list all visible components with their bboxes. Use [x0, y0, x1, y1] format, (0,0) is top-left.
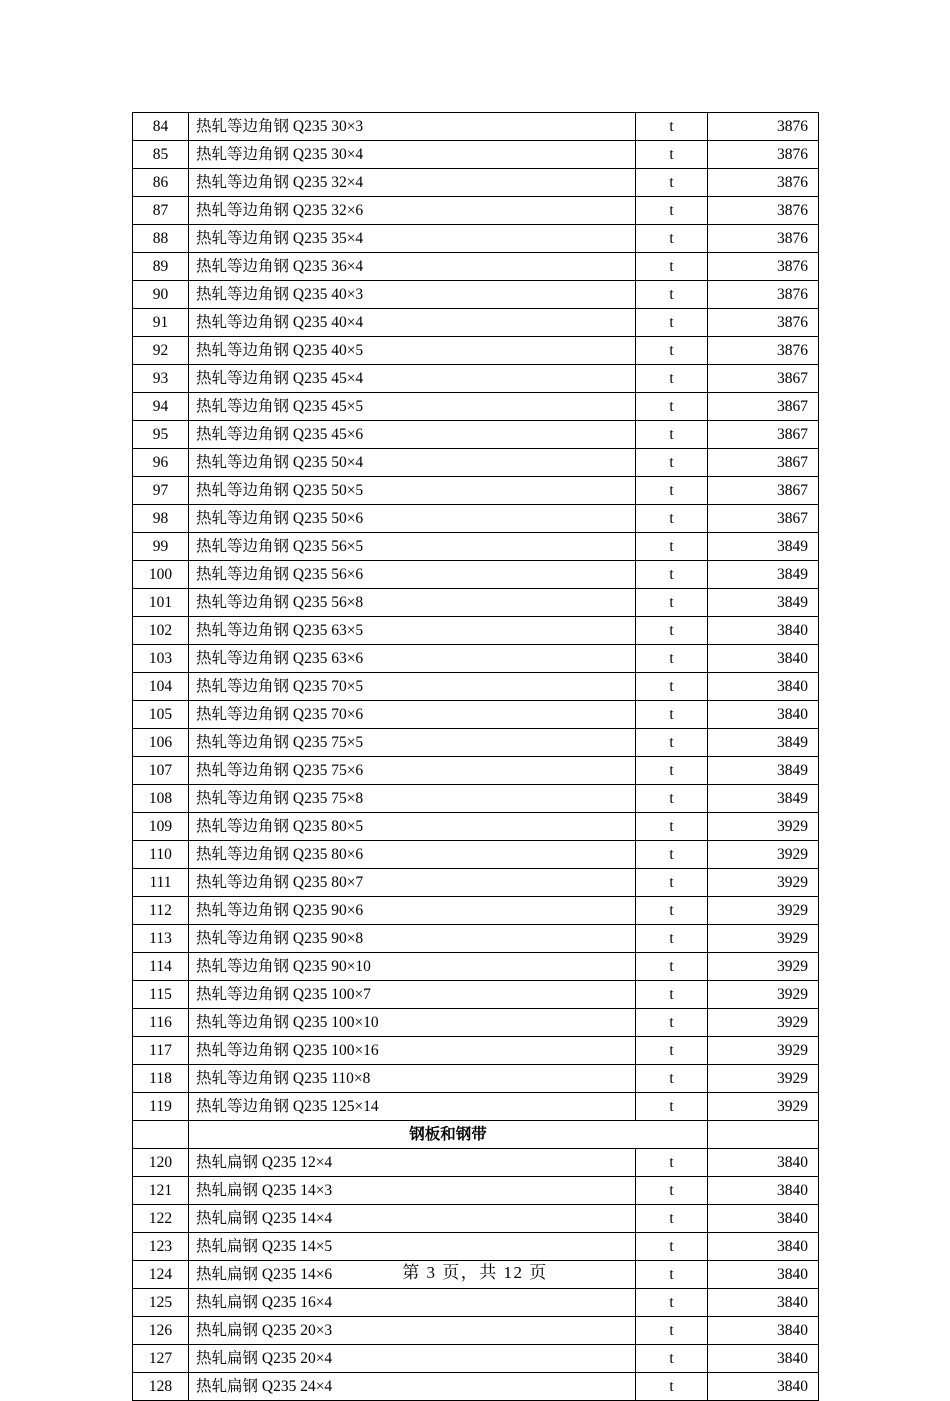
- row-description-cell: 热轧扁钢 Q235 24×4: [189, 1373, 636, 1401]
- table-row: [133, 253, 819, 281]
- row-unit-cell: t: [636, 225, 708, 253]
- row-price-cell: 3840: [708, 1261, 819, 1289]
- row-price-cell: 3840: [708, 617, 819, 645]
- table-row: [133, 1289, 819, 1317]
- row-unit-cell: t: [636, 813, 708, 841]
- row-description-cell: 热轧等边角钢 Q235 100×16: [189, 1037, 636, 1065]
- row-index-cell: 91: [133, 309, 189, 337]
- row-unit-cell: t: [636, 1233, 708, 1261]
- table-row: [133, 1093, 819, 1121]
- row-price-cell: 3876: [708, 141, 819, 169]
- row-price-cell: 3929: [708, 1037, 819, 1065]
- table-row: [133, 813, 819, 841]
- row-unit-cell: t: [636, 1373, 708, 1401]
- table-row: [133, 477, 819, 505]
- row-price-cell: 3840: [708, 673, 819, 701]
- row-index-cell: 99: [133, 533, 189, 561]
- table-row: [133, 589, 819, 617]
- row-unit-cell: t: [636, 589, 708, 617]
- row-unit-cell: t: [636, 785, 708, 813]
- row-index-cell: 95: [133, 421, 189, 449]
- row-unit-cell: t: [636, 1037, 708, 1065]
- row-description-cell: 热轧扁钢 Q235 16×4: [189, 1289, 636, 1317]
- row-index-cell: 120: [133, 1149, 189, 1177]
- table-row: [133, 1205, 819, 1233]
- row-unit-cell: t: [636, 757, 708, 785]
- row-unit-cell: t: [636, 1289, 708, 1317]
- table-row: [133, 393, 819, 421]
- row-description-cell: 热轧等边角钢 Q235 50×4: [189, 449, 636, 477]
- section-blank-right: [708, 1121, 819, 1149]
- row-price-cell: 3929: [708, 813, 819, 841]
- row-index-cell: 124: [133, 1261, 189, 1289]
- row-description-cell: 热轧等边角钢 Q235 56×8: [189, 589, 636, 617]
- row-description-cell: 热轧等边角钢 Q235 90×10: [189, 953, 636, 981]
- row-index-cell: 106: [133, 729, 189, 757]
- row-price-cell: 3840: [708, 645, 819, 673]
- row-price-cell: 3849: [708, 757, 819, 785]
- row-index-cell: 100: [133, 561, 189, 589]
- row-description-cell: 热轧等边角钢 Q235 63×6: [189, 645, 636, 673]
- row-price-cell: 3840: [708, 1205, 819, 1233]
- row-unit-cell: t: [636, 1205, 708, 1233]
- table-row: [133, 281, 819, 309]
- row-description-cell: 热轧等边角钢 Q235 36×4: [189, 253, 636, 281]
- row-index-cell: 94: [133, 393, 189, 421]
- table-row: [133, 1009, 819, 1037]
- row-unit-cell: t: [636, 533, 708, 561]
- row-description-cell: 热轧等边角钢 Q235 110×8: [189, 1065, 636, 1093]
- row-description-cell: 热轧等边角钢 Q235 30×3: [189, 113, 636, 141]
- row-index-cell: 116: [133, 1009, 189, 1037]
- row-description-cell: 热轧等边角钢 Q235 63×5: [189, 617, 636, 645]
- row-unit-cell: t: [636, 1177, 708, 1205]
- row-description-cell: 热轧扁钢 Q235 20×3: [189, 1317, 636, 1345]
- row-description-cell: 热轧等边角钢 Q235 75×5: [189, 729, 636, 757]
- row-price-cell: 3849: [708, 561, 819, 589]
- row-index-cell: 103: [133, 645, 189, 673]
- row-description-cell: 热轧等边角钢 Q235 40×3: [189, 281, 636, 309]
- table-row: [133, 449, 819, 477]
- row-price-cell: 3867: [708, 393, 819, 421]
- row-description-cell: 热轧等边角钢 Q235 30×4: [189, 141, 636, 169]
- row-index-cell: 127: [133, 1345, 189, 1373]
- row-price-cell: 3876: [708, 225, 819, 253]
- row-price-cell: 3867: [708, 421, 819, 449]
- row-index-cell: 125: [133, 1289, 189, 1317]
- row-unit-cell: t: [636, 841, 708, 869]
- table-row: [133, 141, 819, 169]
- table-row: [133, 169, 819, 197]
- row-description-cell: 热轧等边角钢 Q235 80×6: [189, 841, 636, 869]
- table-row: [133, 1037, 819, 1065]
- row-index-cell: 113: [133, 925, 189, 953]
- row-price-cell: 3876: [708, 113, 819, 141]
- row-index-cell: 87: [133, 197, 189, 225]
- row-index-cell: 114: [133, 953, 189, 981]
- row-price-cell: 3849: [708, 729, 819, 757]
- row-index-cell: 92: [133, 337, 189, 365]
- row-price-cell: 3876: [708, 169, 819, 197]
- row-index-cell: 88: [133, 225, 189, 253]
- row-index-cell: 117: [133, 1037, 189, 1065]
- row-index-cell: 128: [133, 1373, 189, 1401]
- table-row: [133, 701, 819, 729]
- row-index-cell: 119: [133, 1093, 189, 1121]
- row-price-cell: 3840: [708, 1373, 819, 1401]
- row-description-cell: 热轧等边角钢 Q235 50×5: [189, 477, 636, 505]
- row-price-cell: 3929: [708, 1009, 819, 1037]
- table-row: [133, 113, 819, 141]
- table-row: [133, 1233, 819, 1261]
- row-index-cell: 102: [133, 617, 189, 645]
- table-row: [133, 897, 819, 925]
- row-unit-cell: t: [636, 113, 708, 141]
- table-row: [133, 1065, 819, 1093]
- row-unit-cell: t: [636, 729, 708, 757]
- row-unit-cell: t: [636, 477, 708, 505]
- row-price-cell: 3876: [708, 281, 819, 309]
- row-unit-cell: t: [636, 421, 708, 449]
- row-price-cell: 3929: [708, 897, 819, 925]
- table-row: [133, 925, 819, 953]
- table-row: [133, 841, 819, 869]
- table-row: [133, 645, 819, 673]
- row-index-cell: 107: [133, 757, 189, 785]
- material-price-table: [132, 112, 819, 1401]
- row-unit-cell: t: [636, 309, 708, 337]
- row-description-cell: 热轧等边角钢 Q235 90×6: [189, 897, 636, 925]
- row-description-cell: 热轧等边角钢 Q235 90×8: [189, 925, 636, 953]
- row-index-cell: 101: [133, 589, 189, 617]
- table-row: [133, 337, 819, 365]
- row-description-cell: 热轧等边角钢 Q235 75×8: [189, 785, 636, 813]
- row-index-cell: 90: [133, 281, 189, 309]
- row-index-cell: 118: [133, 1065, 189, 1093]
- row-description-cell: 热轧等边角钢 Q235 70×6: [189, 701, 636, 729]
- table-row: [133, 421, 819, 449]
- table-row: [133, 561, 819, 589]
- row-unit-cell: t: [636, 1149, 708, 1177]
- row-unit-cell: t: [636, 505, 708, 533]
- table-row: [133, 225, 819, 253]
- row-price-cell: 3867: [708, 505, 819, 533]
- row-unit-cell: t: [636, 281, 708, 309]
- row-index-cell: 85: [133, 141, 189, 169]
- table-row: [133, 533, 819, 561]
- row-unit-cell: t: [636, 253, 708, 281]
- row-index-cell: 121: [133, 1177, 189, 1205]
- table-row: [133, 953, 819, 981]
- row-description-cell: 热轧扁钢 Q235 14×5: [189, 1233, 636, 1261]
- row-index-cell: 112: [133, 897, 189, 925]
- row-price-cell: 3849: [708, 785, 819, 813]
- row-description-cell: 热轧等边角钢 Q235 100×10: [189, 1009, 636, 1037]
- row-price-cell: 3840: [708, 1177, 819, 1205]
- row-unit-cell: t: [636, 897, 708, 925]
- row-index-cell: 86: [133, 169, 189, 197]
- row-index-cell: 84: [133, 113, 189, 141]
- row-description-cell: 热轧等边角钢 Q235 50×6: [189, 505, 636, 533]
- row-index-cell: 122: [133, 1205, 189, 1233]
- table-row: [133, 673, 819, 701]
- row-price-cell: 3867: [708, 365, 819, 393]
- row-index-cell: 123: [133, 1233, 189, 1261]
- row-description-cell: 热轧等边角钢 Q235 80×5: [189, 813, 636, 841]
- row-price-cell: 3849: [708, 533, 819, 561]
- row-price-cell: 3840: [708, 701, 819, 729]
- row-description-cell: 热轧等边角钢 Q235 45×6: [189, 421, 636, 449]
- row-description-cell: 热轧扁钢 Q235 14×4: [189, 1205, 636, 1233]
- row-description-cell: 热轧等边角钢 Q235 80×7: [189, 869, 636, 897]
- row-description-cell: 热轧等边角钢 Q235 45×5: [189, 393, 636, 421]
- row-description-cell: 热轧扁钢 Q235 20×4: [189, 1345, 636, 1373]
- row-description-cell: 热轧等边角钢 Q235 35×4: [189, 225, 636, 253]
- row-index-cell: 110: [133, 841, 189, 869]
- row-unit-cell: t: [636, 1093, 708, 1121]
- row-unit-cell: t: [636, 561, 708, 589]
- row-price-cell: 3929: [708, 925, 819, 953]
- section-title: 钢板和钢带: [189, 1121, 708, 1149]
- row-price-cell: 3876: [708, 253, 819, 281]
- page-footer: 第 3 页，共 12 页: [402, 1263, 548, 1282]
- row-unit-cell: t: [636, 141, 708, 169]
- table-row: [133, 1317, 819, 1345]
- row-unit-cell: t: [636, 365, 708, 393]
- table-row: [133, 1149, 819, 1177]
- row-unit-cell: t: [636, 981, 708, 1009]
- row-unit-cell: t: [636, 197, 708, 225]
- row-unit-cell: t: [636, 645, 708, 673]
- row-description-cell: 热轧等边角钢 Q235 40×5: [189, 337, 636, 365]
- row-index-cell: 89: [133, 253, 189, 281]
- table-section-row: [133, 1121, 819, 1149]
- row-price-cell: 3929: [708, 1065, 819, 1093]
- table-row: [133, 197, 819, 225]
- row-index-cell: 97: [133, 477, 189, 505]
- row-description-cell: 热轧扁钢 Q235 14×3: [189, 1177, 636, 1205]
- row-price-cell: 3840: [708, 1233, 819, 1261]
- row-unit-cell: t: [636, 1065, 708, 1093]
- row-price-cell: 3929: [708, 981, 819, 1009]
- row-description-cell: 热轧等边角钢 Q235 56×6: [189, 561, 636, 589]
- section-blank-left: [133, 1121, 189, 1149]
- row-unit-cell: t: [636, 1345, 708, 1373]
- table-row: [133, 729, 819, 757]
- table-row: [133, 1177, 819, 1205]
- row-description-cell: 热轧等边角钢 Q235 40×4: [189, 309, 636, 337]
- row-index-cell: 98: [133, 505, 189, 533]
- row-unit-cell: t: [636, 449, 708, 477]
- row-price-cell: 3929: [708, 869, 819, 897]
- row-index-cell: 93: [133, 365, 189, 393]
- row-description-cell: 热轧等边角钢 Q235 32×4: [189, 169, 636, 197]
- row-description-cell: 热轧扁钢 Q235 12×4: [189, 1149, 636, 1177]
- row-price-cell: 3840: [708, 1149, 819, 1177]
- table-row: [133, 309, 819, 337]
- table-row: [133, 617, 819, 645]
- row-description-cell: 热轧等边角钢 Q235 75×6: [189, 757, 636, 785]
- row-price-cell: 3849: [708, 589, 819, 617]
- row-unit-cell: t: [636, 337, 708, 365]
- row-index-cell: 108: [133, 785, 189, 813]
- row-unit-cell: t: [636, 1009, 708, 1037]
- row-price-cell: 3867: [708, 477, 819, 505]
- row-unit-cell: t: [636, 393, 708, 421]
- row-price-cell: 3929: [708, 841, 819, 869]
- row-unit-cell: t: [636, 169, 708, 197]
- row-description-cell: 热轧等边角钢 Q235 70×5: [189, 673, 636, 701]
- row-unit-cell: t: [636, 673, 708, 701]
- row-description-cell: 热轧等边角钢 Q235 100×7: [189, 981, 636, 1009]
- row-unit-cell: t: [636, 1261, 708, 1289]
- row-index-cell: 109: [133, 813, 189, 841]
- row-description-cell: 热轧等边角钢 Q235 32×6: [189, 197, 636, 225]
- row-unit-cell: t: [636, 953, 708, 981]
- row-unit-cell: t: [636, 925, 708, 953]
- row-description-cell: 热轧扁钢 Q235 14×6: [189, 1261, 636, 1289]
- table-body: [133, 113, 819, 1401]
- row-index-cell: 104: [133, 673, 189, 701]
- table-row: [133, 981, 819, 1009]
- row-price-cell: 3840: [708, 1289, 819, 1317]
- table-row: [133, 757, 819, 785]
- row-unit-cell: t: [636, 701, 708, 729]
- row-description-cell: 热轧等边角钢 Q235 45×4: [189, 365, 636, 393]
- row-unit-cell: t: [636, 1317, 708, 1345]
- table-row: [133, 785, 819, 813]
- table-row: [133, 869, 819, 897]
- row-description-cell: 热轧等边角钢 Q235 125×14: [189, 1093, 636, 1121]
- row-price-cell: 3840: [708, 1345, 819, 1373]
- table-row: [133, 505, 819, 533]
- row-description-cell: 热轧等边角钢 Q235 56×5: [189, 533, 636, 561]
- row-unit-cell: t: [636, 617, 708, 645]
- row-index-cell: 105: [133, 701, 189, 729]
- row-price-cell: 3929: [708, 1093, 819, 1121]
- row-index-cell: 115: [133, 981, 189, 1009]
- row-index-cell: 111: [133, 869, 189, 897]
- table-row: [133, 1345, 819, 1373]
- row-price-cell: 3929: [708, 953, 819, 981]
- row-unit-cell: t: [636, 869, 708, 897]
- row-price-cell: 3876: [708, 337, 819, 365]
- row-price-cell: 3876: [708, 197, 819, 225]
- row-index-cell: 96: [133, 449, 189, 477]
- row-price-cell: 3840: [708, 1317, 819, 1345]
- table-row: [133, 1373, 819, 1401]
- row-price-cell: 3876: [708, 309, 819, 337]
- row-price-cell: 3867: [708, 449, 819, 477]
- table-row: [133, 365, 819, 393]
- row-index-cell: 126: [133, 1317, 189, 1345]
